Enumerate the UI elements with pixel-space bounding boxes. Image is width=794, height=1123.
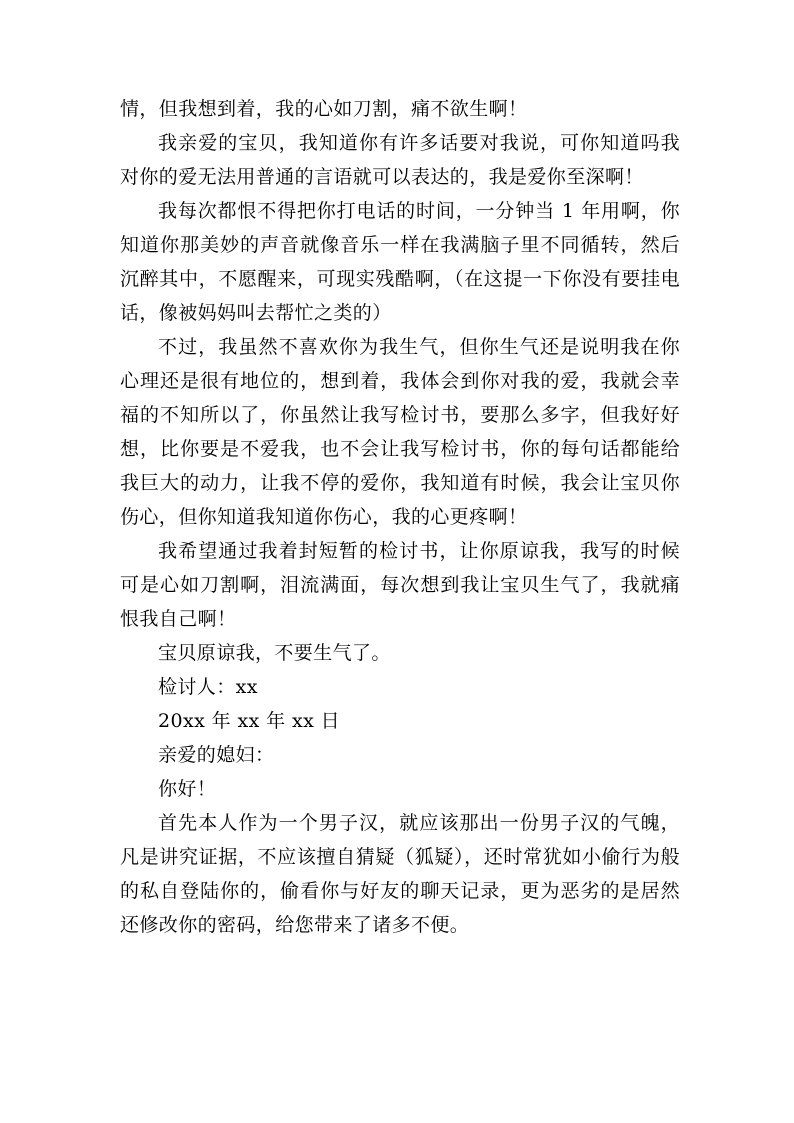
paragraph-4: 不过，我虽然不喜欢你为我生气，但你生气还是说明我在你心理还是很有地位的，想到着，我体会到你对我的爱，我就会幸福的不知所以了，你虽然让我写检讨书，要那么多字，但我好好想，比你要是不爱我，也不会让我写检讨书，你的每句话都能给我巨大的动力，让我不停的爱你，我知道有时候，我会让宝贝你伤心，但你知道我知道你伤心，我的心更疼啊！ [120,336,680,528]
paragraph-1: 情，但我想到着，我的心如刀割，痛不欲生啊！ [120,98,528,120]
paragraph-2: 我亲爱的宝贝，我知道你有许多话要对我说，可你知道吗我对你的爱无法用普通的言语就可以表达的，我是爱你至深啊！ [120,132,680,188]
paragraph-5: 我希望通过我着封短暂的检讨书，让你原谅我，我写的时候可是心如刀割啊，泪流满面，每次想到我让宝贝生气了，我就痛恨我自己啊！ [120,540,680,630]
closing-line: 宝贝原谅我，不要生气了。 [158,642,391,664]
document-body [120,92,680,942]
salutation: 亲爱的媳妇： [158,744,275,766]
paragraph-body-2: 首先本人作为一个男子汉，就应该那出一份男子汉的气魄，凡是讲究证据，不应该擅自猜疑（狐疑），还时常犹如小偷行为般的私自登陆你的，偷看你与好友的聊天记录，更为恶劣的是居然还修改你的密码，给您带来了诸多不便。 [120,812,680,936]
paragraph-3: 我每次都恨不得把你打电话的时间，一分钟当 1 年用啊，你知道你那美妙的声音就像音乐一样在我满脑子里不同循转，然后沉醉其中，不愿醒来，可现实残酷啊，（在这提一下你没有要挂电话，像被妈妈叫去帮忙之类的） [120,200,680,324]
date-line: 20xx 年 xx 年 xx 日 [158,710,341,732]
greeting: 你好！ [158,778,217,800]
signature-line: 检讨人：xx [158,676,258,698]
